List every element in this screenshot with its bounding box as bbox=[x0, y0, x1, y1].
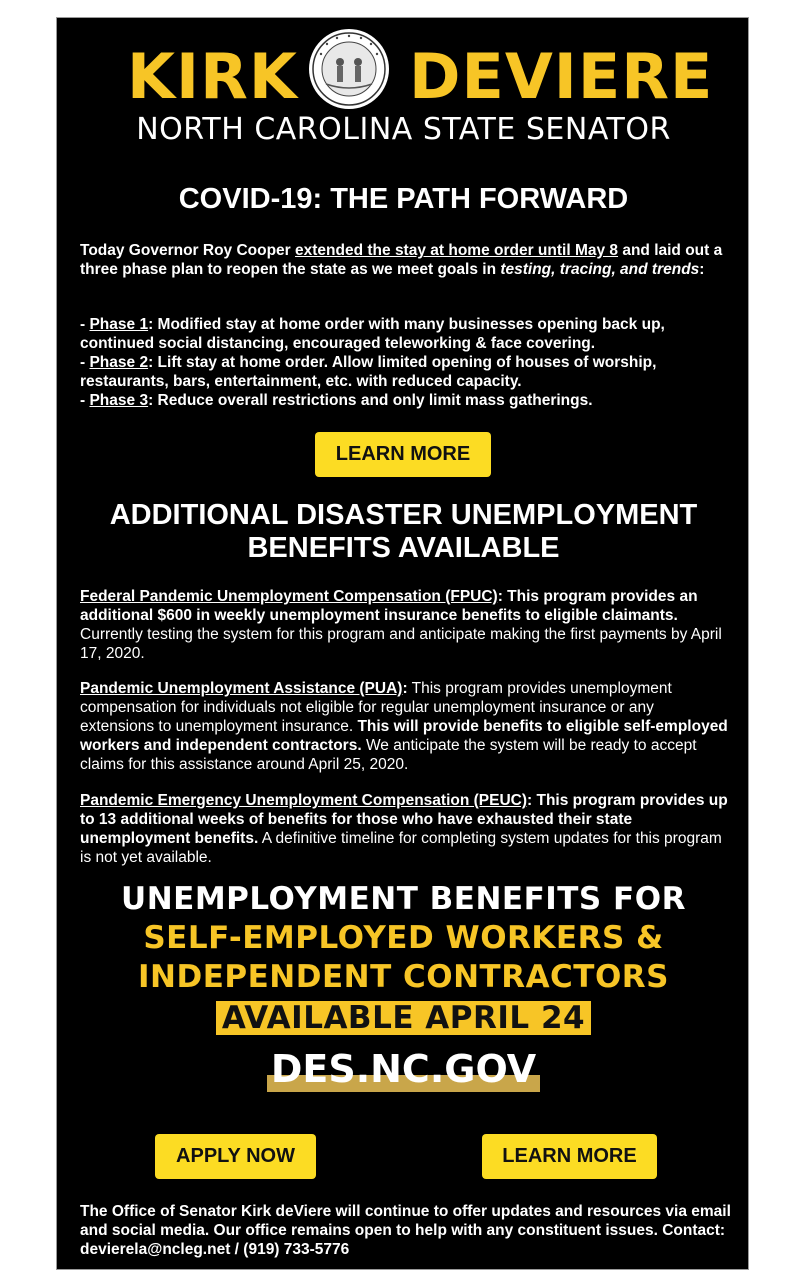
graphic-line3: INDEPENDENT CONTRACTORS bbox=[137, 959, 670, 995]
graphic-line4-wrap bbox=[57, 999, 750, 1038]
covid-intro bbox=[80, 241, 728, 279]
header-name-last: DEVIERE bbox=[409, 40, 714, 113]
phase-2-link[interactable]: Phase 2 bbox=[89, 354, 149, 371]
apply-now-button[interactable]: APPLY NOW bbox=[155, 1134, 316, 1179]
benefits-title-line2: BENEFITS AVAILABLE bbox=[247, 532, 560, 564]
pua-paragraph: Pandemic Unemployment Assistance (PUA): This program provides unemployment compensation for individuals not eligible for regular unemployment insurance or any extensions to unemployment insurance. This will provide benefits to eligible self-employed workers and independent contractors. We anticipate the system will be ready to accept claims for this assistance around April 25, 2020. bbox=[80, 680, 728, 773]
graphic-line4: AVAILABLE APRIL 24 bbox=[216, 1001, 591, 1035]
header-name-first: KIRK bbox=[127, 40, 298, 113]
graphic-line1: UNEMPLOYMENT BENEFITS FOR bbox=[121, 881, 686, 917]
intro-text: Today Governor Roy Cooper bbox=[80, 242, 296, 259]
pua-link[interactable]: Pandemic Unemployment Assistance (PUA) bbox=[80, 680, 403, 697]
covid-title: COVID-19: THE PATH FORWARD bbox=[178, 183, 629, 215]
phase-1-link[interactable]: Phase 1 bbox=[89, 316, 149, 333]
benefits-title-line1: ADDITIONAL DISASTER UNEMPLOYMENT bbox=[109, 499, 698, 531]
footer-text: The Office of Senator Kirk deViere will continue to offer updates and resources via email and social media. Our office remains open to help with any constituent issues. Contact: devierela@ncleg.net / (919) 733-5776 bbox=[80, 1203, 731, 1258]
phase-item: - Phase 1: Modified stay at home order with many businesses opening back up, continued social distancing, encouraged teleworking & face covering. bbox=[80, 316, 665, 352]
fpuc-paragraph: Federal Pandemic Unemployment Compensation (FPUC): This program provides an additional $600 in weekly unemployment insurance benefits to eligible claimants. Currently testing the system for this program and anticipate making the first payments by April 17, 2020. bbox=[80, 588, 722, 662]
newsletter-frame bbox=[56, 17, 749, 1270]
graphic-line2: SELF-EMPLOYED WORKERS & bbox=[143, 920, 664, 956]
learn-more-button[interactable]: LEARN MORE bbox=[482, 1134, 657, 1179]
intro-text-cont: and laid out a three phase plan to reopen the state as we meet goals in bbox=[80, 242, 723, 278]
fpuc-link[interactable]: Federal Pandemic Unemployment Compensation (FPUC) bbox=[80, 588, 498, 605]
phase-3-link[interactable]: Phase 3 bbox=[89, 392, 149, 409]
phase-item: - Phase 2: Lift stay at home order. Allow limited opening of houses of worship, restaurants, bars, entertainment, etc. with reduced capacity. bbox=[80, 354, 657, 390]
nc-state-seal-icon bbox=[308, 28, 390, 110]
phase-item: - Phase 3: Reduce overall restrictions and only limit mass gatherings. bbox=[80, 392, 593, 409]
covid-learn-more-button[interactable]: LEARN MORE bbox=[315, 432, 491, 477]
graphic-url-wrap bbox=[57, 1047, 750, 1092]
header-subtitle: NORTH CAROLINA STATE SENATOR bbox=[136, 112, 671, 147]
intro-colon: : bbox=[699, 261, 705, 278]
stay-home-order-link[interactable]: extended the stay at home order until May 8 bbox=[295, 242, 619, 259]
graphic-url: DES.NC.GOV bbox=[267, 1050, 540, 1092]
peuc-link[interactable]: Pandemic Emergency Unemployment Compensation (PEUC) bbox=[80, 792, 528, 809]
intro-italic: testing, tracing, and trends bbox=[500, 261, 700, 278]
phase-list bbox=[80, 315, 728, 410]
peuc-paragraph: Pandemic Emergency Unemployment Compensation (PEUC): This program provides up to 13 additional weeks of benefits for those who have exhausted their state unemployment benefits. A definitive timeline for completing system updates for this program is not yet available. bbox=[80, 792, 728, 866]
